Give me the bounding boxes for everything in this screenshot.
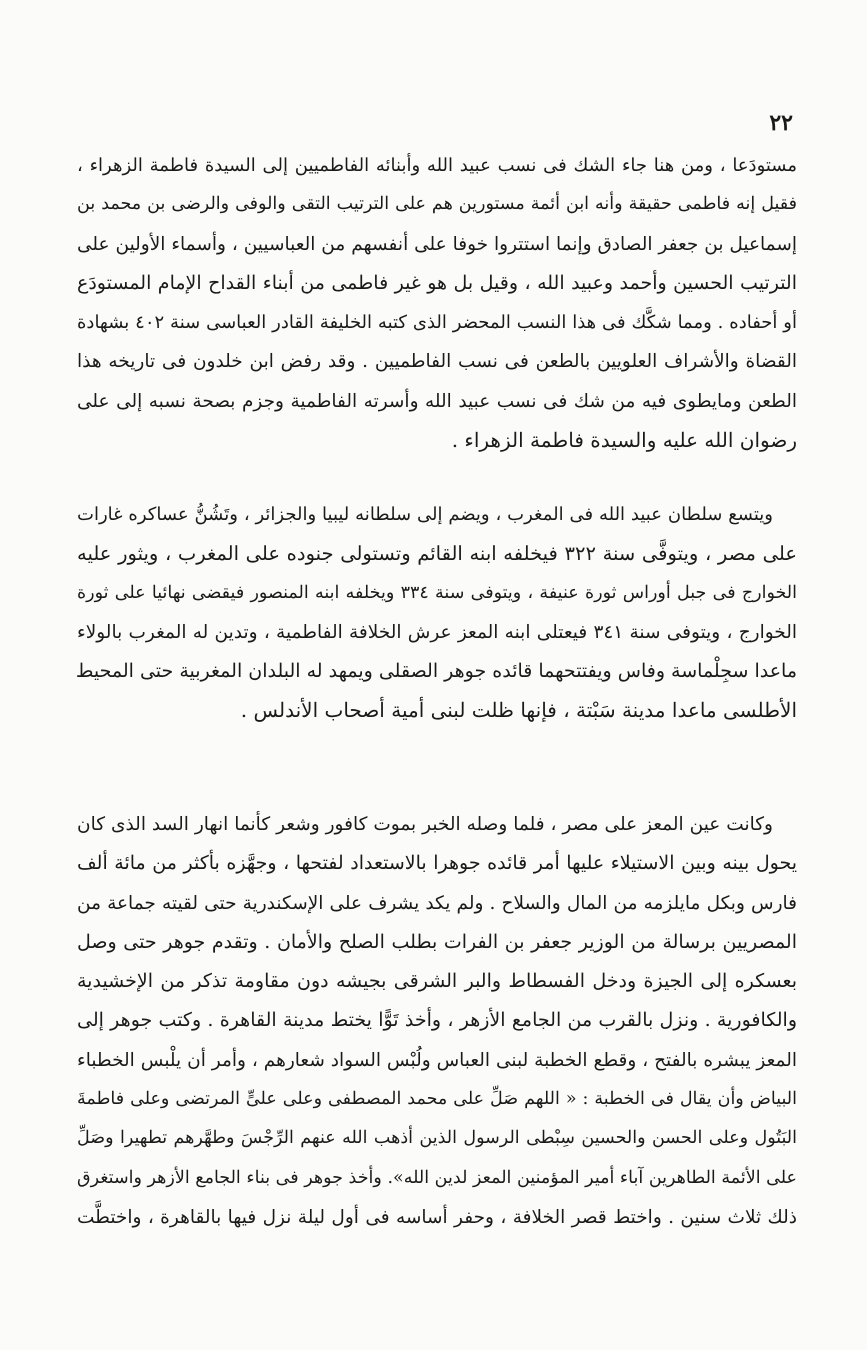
text-line: بعسكره إلى الجيزة ودخل الفسطاط والبر الشرقى بجيشه دون مقاومة تذكر من الإخشيدية xyxy=(77,970,797,993)
text-line: ويتسع سلطان عبيد الله فى المغرب ، ويضم إلى سلطانه ليبيا والجزائر ، وتَشُنُّ عساكره غارات xyxy=(77,504,773,525)
text-line: يحول بينه وبين الاستيلاء عليها أمر قائده جوهرا بالاستعداد لفتحها ، وجهَّزه بأكثر من مائة ألف xyxy=(77,852,797,875)
page-number: ٢٢ xyxy=(769,110,793,136)
paragraph-3 xyxy=(77,805,797,1237)
text-line: على الأئمة الطاهرين آباء أمير المؤمنين المعز لدين الله». وأخذ جوهر فى بناء الجامع الأزهر واستغرق xyxy=(77,1167,797,1188)
text-line: المصريين برسالة من الوزير جعفر بن الفرات بطلب الصلح والأمان . وتقدم جوهر حتى وصل xyxy=(77,930,797,953)
text-line: أو أحفاده . ومما شكَّك فى هذا النسب المحضر الذى كتبه الخليفة القادر العباسى سنة ٤٠٢ بشهادة xyxy=(77,312,797,334)
text-line: ذلك ثلاث سنين . واختط قصر الخلافة ، وحفر أساسه فى أول ليلة نزل فيها بالقاهرة ، واختطَّت xyxy=(77,1206,797,1228)
text-line: الخوارج ، ويتوفى سنة ٣٤١ فيعتلى ابنه المعز عرش الخلافة الفاطمية ، وتدين له المغرب بالولاء xyxy=(77,621,797,643)
text-line: فارس وبكل مايلزمه من المال والسلاح . ولم يكد يشرف على الإسكندرية حتى لقيته جماعة من xyxy=(77,892,797,914)
paragraph-2 xyxy=(77,495,797,731)
text-line: البَتُول وعلى الحسن والحسين سِبْطى الرسول الذين أذهب الله عنهم الرِّجْسَ وطهَّرهم تطهيرا وصَلِّ xyxy=(77,1128,797,1149)
text-line: المعز يبشره بالفتح ، وقطع الخطبة لبنى العباس ولُبْس السواد شعارهم ، وأمر أن يلْبس الخطباء xyxy=(77,1049,797,1071)
text-line: والكافورية . ونزل بالقرب من الجامع الأزهر ، وأخذ تَوًّا يختط مدينة القاهرة . وكتب جوهر إلى xyxy=(77,1009,797,1032)
text-line: البياض وأن يقال فى الخطبة : « اللهم صَلِّ على محمد المصطفى وعلى علىٍّ المرتضى وعلى فاطمةَ xyxy=(77,1089,797,1110)
text-line: فقيل إنه فاطمى حقيقة وأنه ابن أئمة مستورين هم على الترتيب التقى والوفى والرضى بن محمد بن xyxy=(77,194,797,215)
text-line: إسماعيل بن جعفر الصادق وإنما استتروا خوفا على أنفسهم من العباسيين ، وأسماء الأولين على xyxy=(77,233,797,255)
text-line: على مصر ، ويتوفَّى سنة ٣٢٢ فيخلفه ابنه القائم وتستولى جنوده على المغرب ، ويثور عليه xyxy=(77,542,797,566)
paragraph-1 xyxy=(77,146,797,460)
text-line: القضاة والأشراف العلويين بالطعن فى نسب الفاطميين . وقد رفض ابن خلدون فى تاريخه هذا xyxy=(77,351,797,373)
text-line: مستودَعا ، ومن هنا جاء الشك فى نسب عبيد الله وأبنائه الفاطميين إلى السيدة فاطمة الزهراء ، xyxy=(77,155,797,176)
text-line: رضوان الله عليه والسيدة فاطمة الزهراء . xyxy=(451,428,797,453)
text-line: ماعدا سجِلْماسة وفاس ويفتتحهما قائده جوهر الصقلى ويمهد له البلدان المغربية حتى المحيط xyxy=(75,660,797,683)
text-line: الخوارج فى جبل أوراس ثورة عنيفة ، ويتوفى سنة ٣٣٤ ويخلفه ابنه المنصور فيقضى نهائيا على ثورة xyxy=(77,582,797,603)
text-line: وكانت عين المعز على مصر ، فلما وصله الخبر بموت كافور وشعر كأنما انهار السد الذى كان xyxy=(77,814,773,835)
text-line: الترتيب الحسين وأحمد وعبيد الله ، وقيل بل هو غير فاطمى من أبناء القداح الإمام المستودَع xyxy=(77,271,797,294)
text-line: الأطلسى ماعدا مدينة سَبْتة ، فإنها ظلت لبنى أمية أصحاب الأندلس . xyxy=(240,698,797,723)
text-line: الطعن ومايطوى فيه من شك فى نسب عبيد الله وأسرته الفاطمية وجزم بصحة نسبه إلى على xyxy=(77,390,797,412)
